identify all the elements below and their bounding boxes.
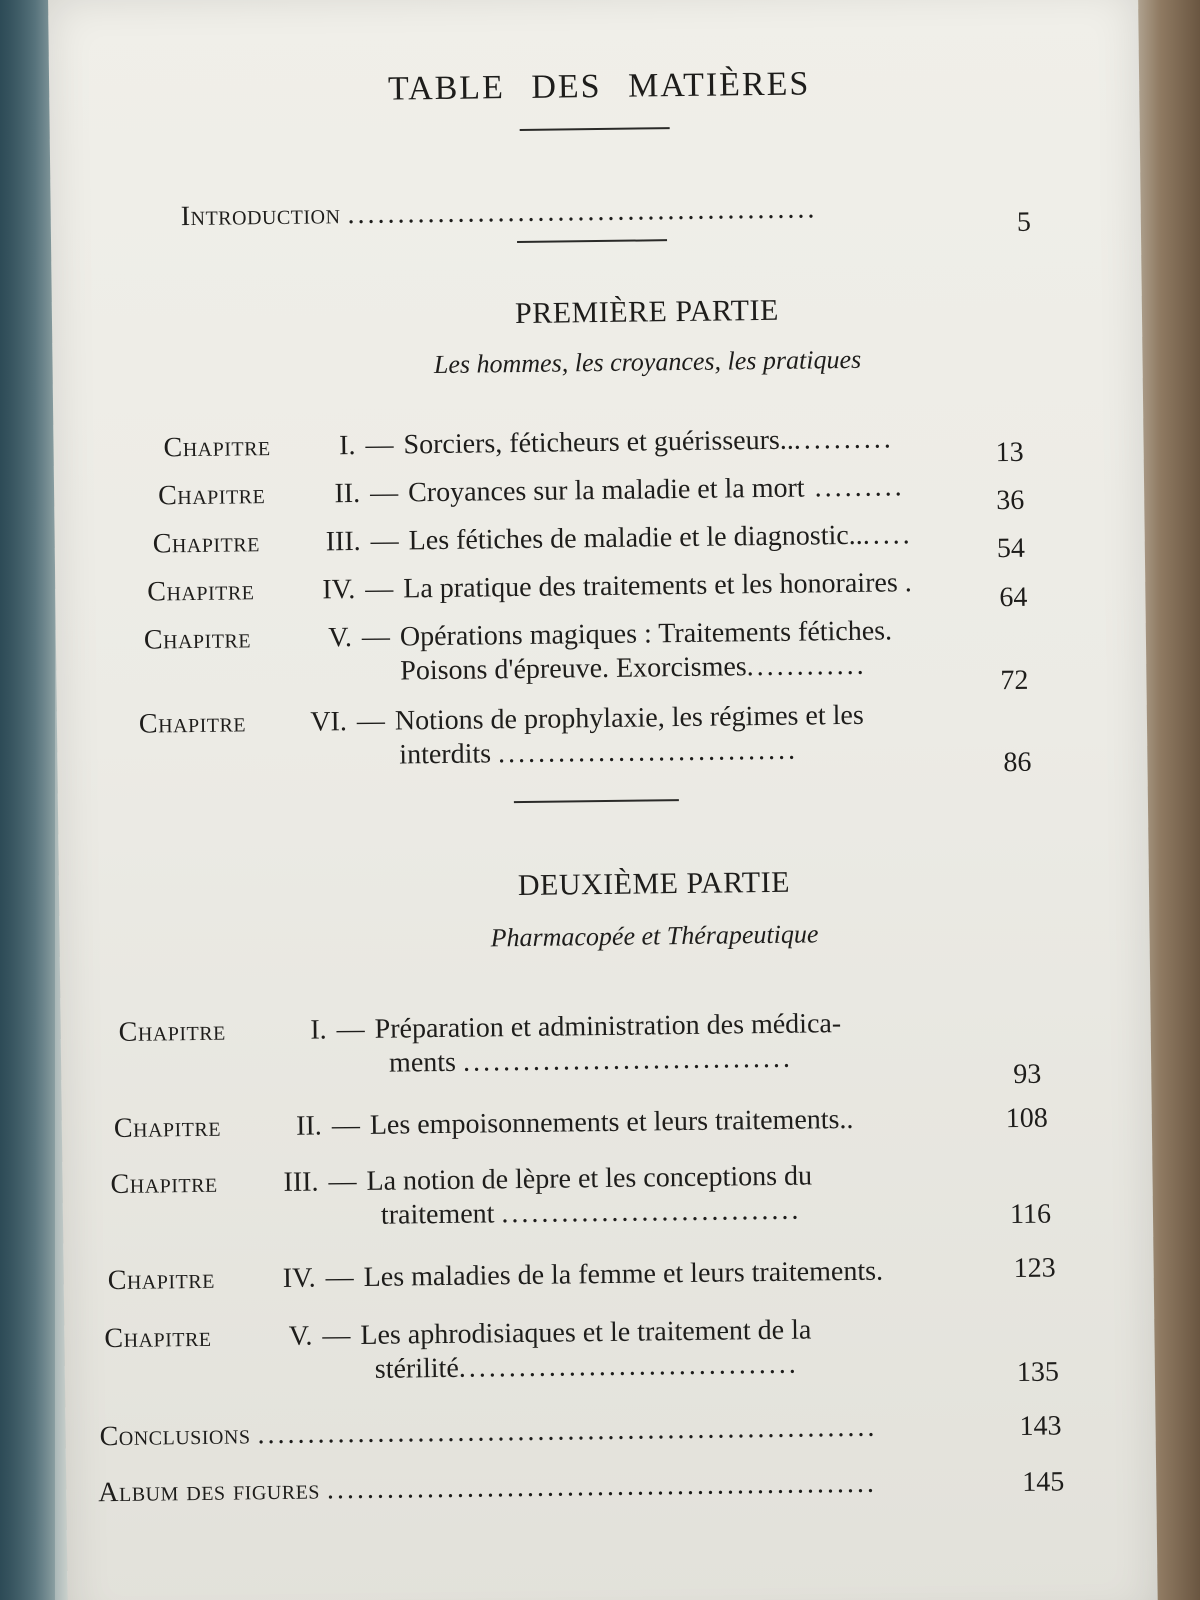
leader-dots: .......................................................: [326, 1467, 878, 1506]
chapter-number: II.: [295, 1110, 323, 1142]
page-number: 54: [996, 532, 1026, 565]
toc-entry-p2-chapter-1[interactable]: [118, 1005, 989, 1084]
chapter-dash: —: [331, 1109, 361, 1142]
chapter-title: Les fétiches de maladie et le diagnostic..: [408, 519, 863, 557]
toc-entry-p1-chapter-5[interactable]: [144, 614, 965, 692]
chapter-title: La pratique des traitements et les honoraires .: [403, 567, 912, 605]
toc-entry-p1-chapter-6[interactable]: [139, 698, 970, 776]
leader-dots: .................................: [462, 1042, 794, 1078]
chapter-title-line-1: Notions de prophylaxie, les régimes et les: [394, 699, 864, 737]
page-number: 86: [1003, 746, 1032, 779]
chapter-label: Chapitre: [157, 479, 266, 512]
leader-dots: ..........: [793, 423, 895, 456]
chapter-number: VI.: [310, 706, 348, 738]
part-title: PREMIÈRE PARTIE: [514, 293, 780, 331]
part-divider: [514, 799, 679, 803]
chapter-label: Chapitre: [107, 1263, 216, 1297]
toc-entry-p2-chapter-5[interactable]: [104, 1311, 1005, 1390]
chapter-label: Chapitre: [152, 527, 261, 560]
title-divider: [520, 127, 670, 131]
chapter-title-line-1: Préparation et administration des médica-: [374, 1008, 842, 1045]
chapter-label: Chapitre: [118, 1015, 226, 1048]
chapter-label: Chapitre: [163, 431, 271, 464]
intro-divider: [517, 239, 667, 243]
chapter-label: Chapitre: [110, 1167, 218, 1201]
chapter-dash: —: [365, 429, 394, 461]
part-subtitle: Les hommes, les croyances, les pratiques: [433, 344, 862, 380]
page-number: 36: [996, 484, 1025, 517]
chapter-dash: —: [328, 1166, 357, 1198]
chapter-number: IV.: [282, 1262, 316, 1294]
toc-entry-p2-chapter-2[interactable]: [114, 1103, 854, 1146]
toc-entry-p1-chapter-4[interactable]: [147, 566, 912, 609]
leader-dots: ..............................: [501, 1194, 802, 1230]
toc-entry-p2-chapter-3[interactable]: [110, 1157, 1001, 1236]
chapter-title: Sorciers, féticheurs et guérisseurs..: [403, 424, 795, 461]
page-number: 143: [1019, 1410, 1062, 1442]
chapter-dash: —: [336, 1013, 365, 1046]
toc-entry-p1-chapter-1[interactable]: [163, 422, 894, 465]
chapter-number: IV.: [322, 574, 356, 606]
chapter-title-line-1: La notion de lèpre et les conceptions du: [366, 1160, 813, 1197]
leader-dots: .....: [862, 519, 913, 551]
chapter-dash: —: [370, 525, 399, 557]
book-spine-shadow: [0, 0, 55, 1600]
page-number: 64: [999, 581, 1028, 614]
chapter-title-line-2: Poisons d'épreuve. Exorcismes: [400, 651, 747, 687]
toc-entry-album[interactable]: [98, 1465, 998, 1510]
page-number: 123: [1013, 1252, 1056, 1285]
page-number: 135: [1016, 1356, 1060, 1388]
chapter-label: Chapitre: [147, 575, 255, 608]
chapter-title-line-1: Les aphrodisiaques et le traitement de la: [360, 1314, 812, 1352]
part-subtitle: Pharmacopée et Thérapeutique: [490, 919, 819, 953]
page-number: 72: [1000, 664, 1029, 697]
chapter-title-line-1: Opérations magiques : Traitements fétiches.: [399, 615, 893, 653]
page-number: 93: [1013, 1058, 1042, 1091]
chapter-number: II.: [334, 477, 361, 510]
chapter-label: Chapitre: [143, 623, 252, 656]
leader-dots: ..............................................................: [257, 1411, 878, 1451]
chapter-dash: —: [322, 1320, 351, 1352]
chapter-dash: —: [361, 621, 391, 653]
entry-label: Album des figures: [98, 1474, 321, 1509]
chapter-title: Les empoisonnements et leurs traitements..: [369, 1103, 854, 1141]
chapter-number: V.: [288, 1320, 313, 1352]
page-title: TABLE DES MATIÈRES: [387, 65, 811, 108]
entry-label: Conclusions: [99, 1419, 251, 1453]
page-number: 5: [1016, 206, 1032, 238]
leader-dots: ...............................................: [347, 193, 818, 231]
book-page: [48, 0, 1158, 1600]
toc-entry-conclusions[interactable]: [99, 1409, 999, 1454]
toc-entry-p1-chapter-3[interactable]: [153, 518, 913, 561]
chapter-dash: —: [365, 573, 394, 605]
chapter-dash: —: [356, 705, 386, 737]
chapter-number: I.: [310, 1014, 327, 1046]
toc-entry-p1-chapter-2[interactable]: [158, 470, 905, 513]
chapter-label: Chapitre: [104, 1321, 212, 1355]
toc-entry-introduction[interactable]: [181, 190, 1021, 234]
chapter-number: V.: [328, 622, 353, 654]
leader-dots: ..................................: [458, 1348, 799, 1384]
page-number: 145: [1022, 1466, 1065, 1498]
leader-dots: ..............................: [497, 734, 799, 770]
chapter-title: Croyances sur la maladie et la mort: [407, 472, 805, 509]
leader-dots: .........: [814, 471, 905, 504]
entry-label: Introduction: [180, 199, 341, 233]
chapter-dash: —: [325, 1262, 354, 1294]
page-number: 108: [1005, 1102, 1048, 1135]
chapter-label: Chapitre: [113, 1111, 222, 1144]
page-number: 13: [995, 436, 1024, 469]
part-title: DEUXIÈME PARTIE: [517, 865, 791, 903]
chapter-dash: —: [369, 477, 399, 509]
chapter-label: Chapitre: [138, 707, 247, 740]
toc-entry-p2-chapter-4[interactable]: [108, 1255, 884, 1298]
chapter-title-line-2: traitement: [380, 1198, 495, 1231]
chapter-title: Les maladies de la femme et leurs traitements.: [363, 1255, 884, 1293]
chapter-title-line-2: ments: [388, 1046, 457, 1079]
chapter-number: III.: [325, 525, 361, 558]
chapter-number: I.: [339, 429, 356, 462]
page-number: 116: [1009, 1198, 1052, 1231]
chapter-number: III.: [283, 1166, 319, 1198]
leader-dots: ............: [746, 649, 867, 683]
chapter-title-line-2: stérilité: [374, 1352, 459, 1385]
chapter-title-line-2: interdits: [399, 738, 492, 771]
